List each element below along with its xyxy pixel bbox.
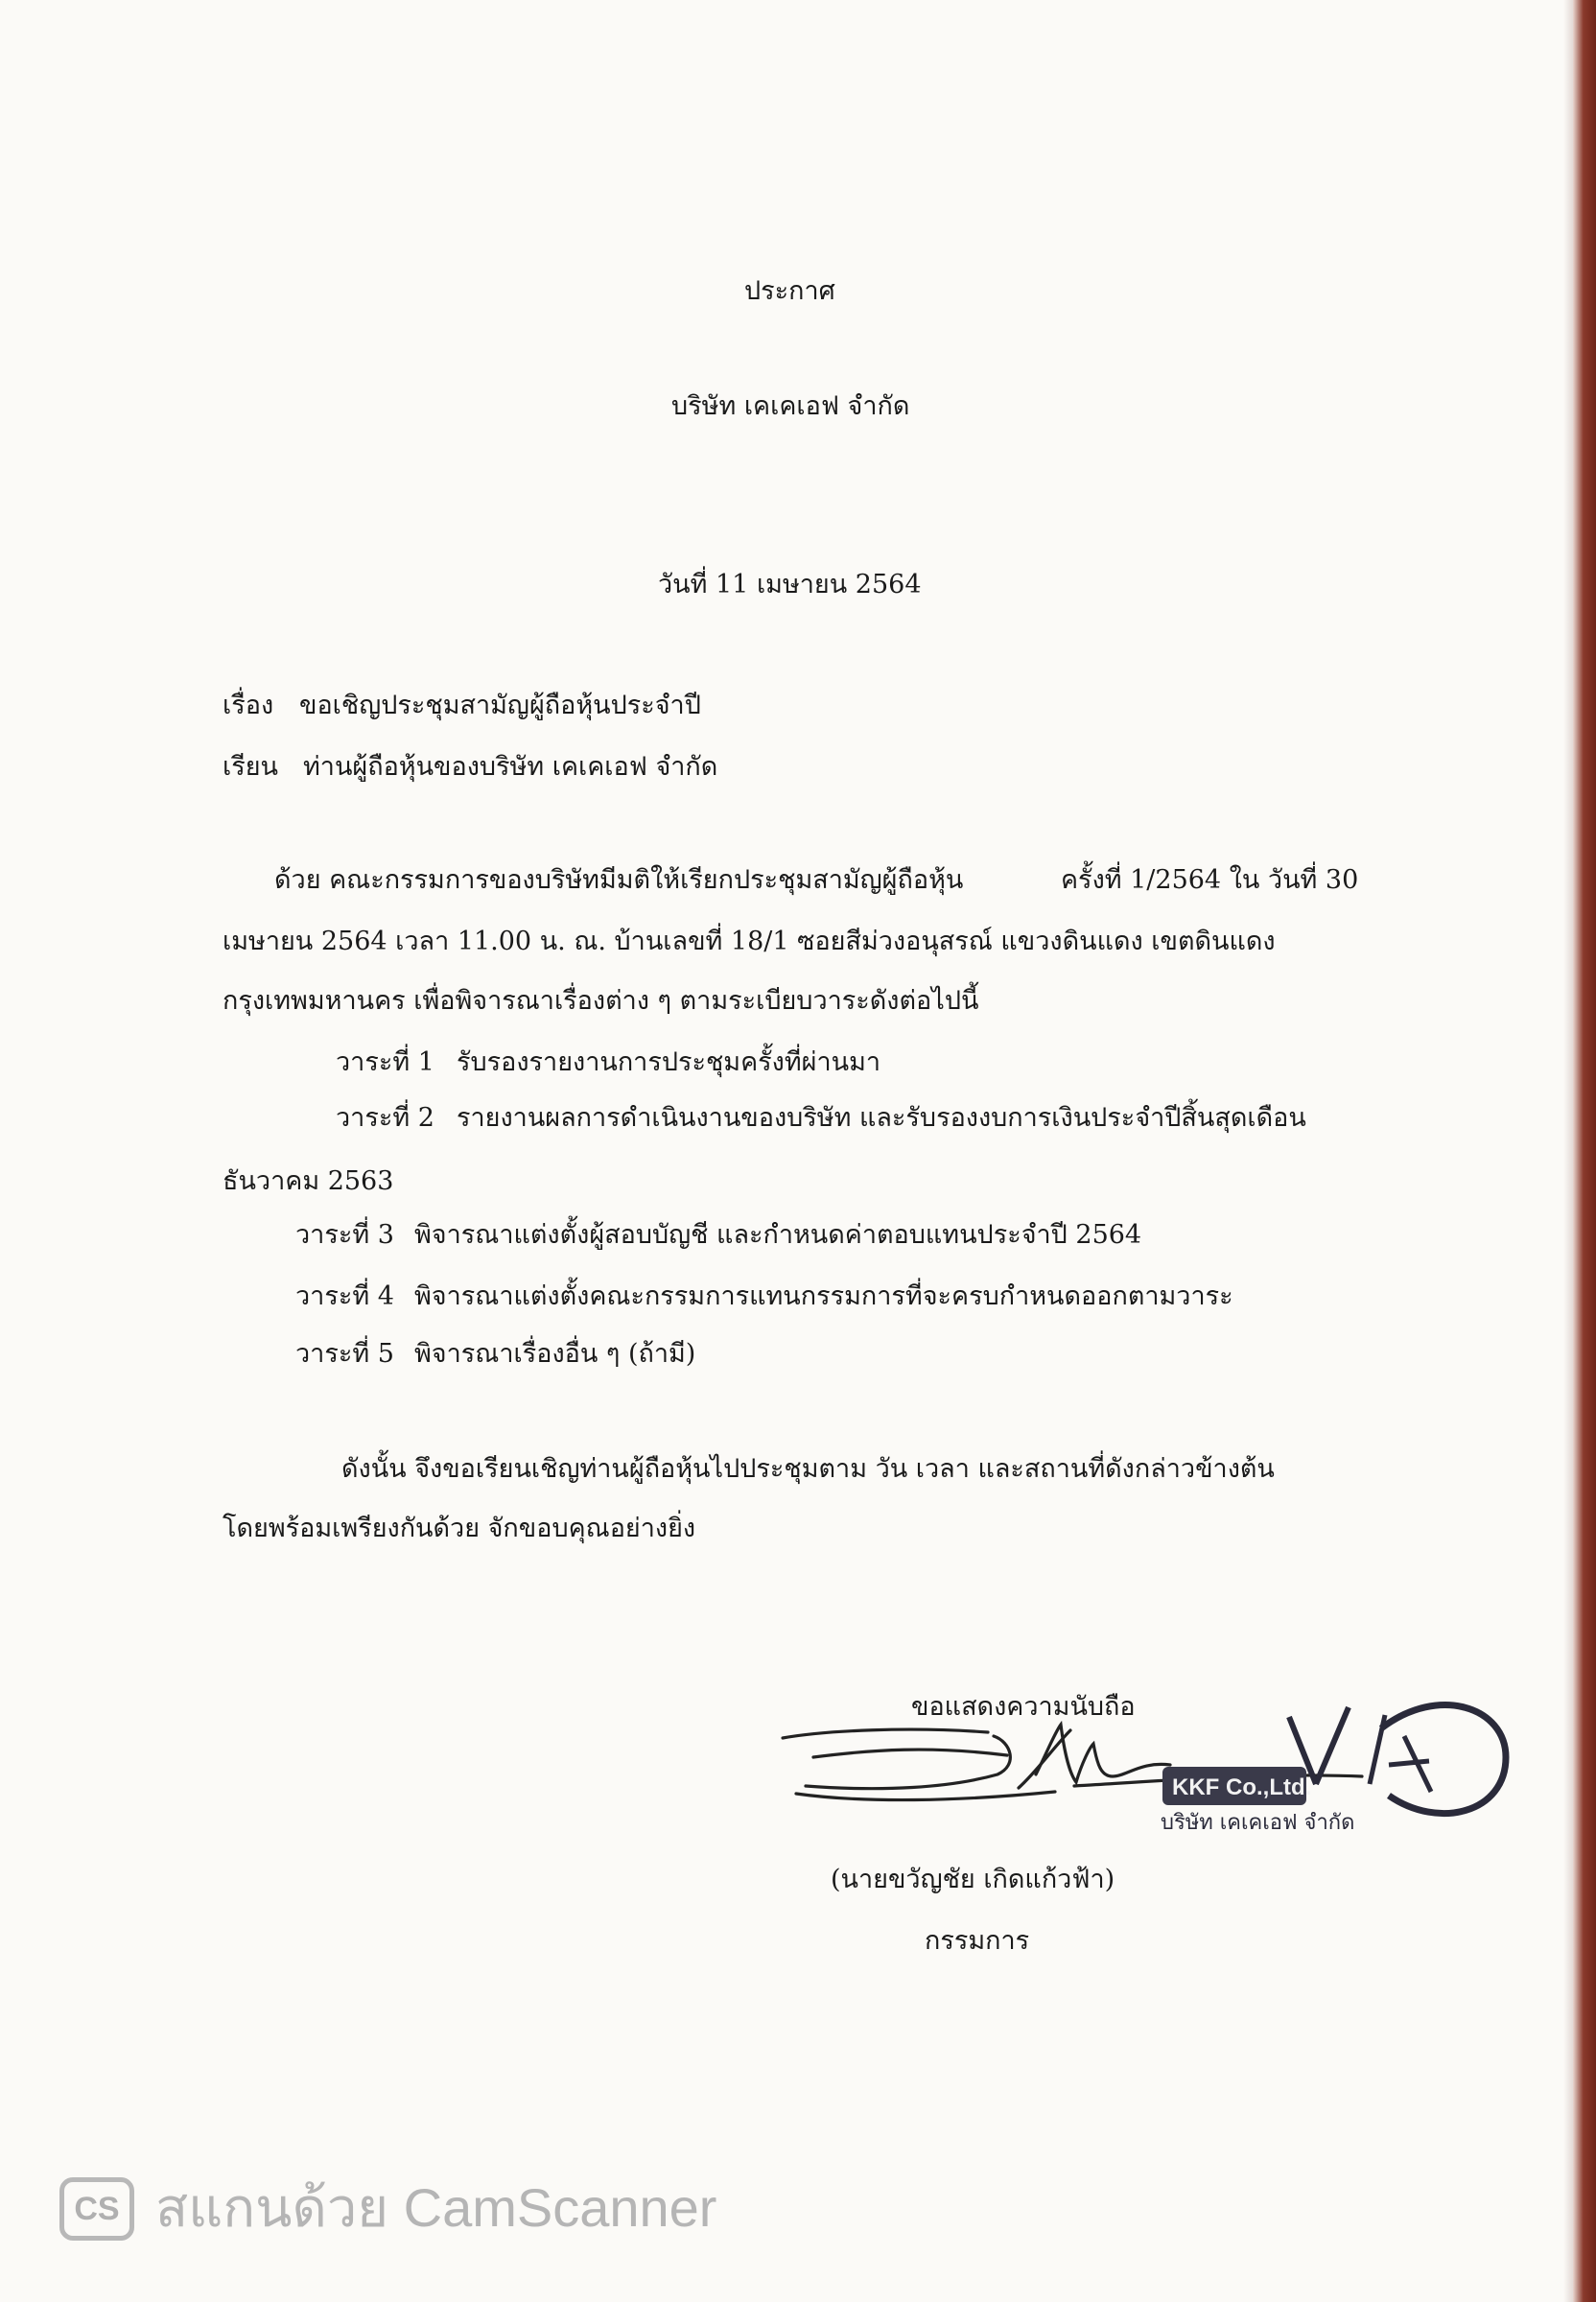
camscanner-logo-icon: CS [59,2177,134,2241]
agenda-text: รับรองรายงานการประชุมครั้งที่ผ่านมา [457,1047,881,1077]
to-text: ท่านผู้ถือหุ้นของบริษัท เคเคเอฟ จำกัด [303,752,718,782]
stamp-text-th: บริษัท เคเคเอฟ จำกัด [1161,1811,1355,1835]
agenda-label: วาระที่ 3 [295,1220,394,1250]
agenda-text: พิจารณาแต่งตั้งผู้สอบบัญชี และกำหนดค่าตอบแทนประจำปี 2564 [414,1220,1142,1250]
body-line: เมษายน 2564 เวลา 11.00 น. ณ. บ้านเลขที่ 18/1 ซอยสีม่วงอนุสรณ์ แขวงดินแดง เขตดินแดง [223,927,1276,956]
signatory-name: (นายขวัญชัย เกิดแก้วฟ้า) [831,1865,1115,1894]
body-line: กรุงเทพมหานคร เพื่อพิจารณาเรื่องต่าง ๆ ตามระเบียบวาระดังต่อไปนี้ [223,986,979,1016]
signature-and-stamp [767,1669,1515,1842]
body-line: ด้วย คณะกรรมการของบริษัทมีมติให้เรียกประชุมสามัญผู้ถือหุ้น [274,865,964,895]
closing-line: ดังนั้น จึงขอเรียนเชิญท่านผู้ถือหุ้นไปประชุมตาม วัน เวลา และสถานที่ดังกล่าวข้างต้น [341,1454,1275,1484]
announcement-heading: ประกาศ [744,276,835,306]
agenda-label: วาระที่ 1 [336,1047,434,1077]
page-edge [1573,0,1596,2302]
subject-text: ขอเชิญประชุมสามัญผู้ถือหุ้นประจำปี [299,691,701,720]
agenda-label: วาระที่ 2 [336,1103,434,1133]
camscanner-watermark: สแกนด้วย CamScanner [155,2177,717,2238]
agenda-continuation: ธันวาคม 2563 [223,1166,394,1196]
agenda-text: พิจารณาเรื่องอื่น ๆ (ถ้ามี) [414,1339,696,1369]
agenda-text: พิจารณาแต่งตั้งคณะกรรมการแทนกรรมการที่จะครบกำหนดออกตามวาระ [414,1281,1233,1311]
to-label: เรียน [223,752,279,782]
regards-text: ขอแสดงความนับถือ [911,1692,1136,1722]
agenda-text: รายงานผลการดำเนินงานของบริษัท และรับรองงบการเงินประจำปีสิ้นสุดเดือน [457,1103,1306,1133]
agenda-label: วาระที่ 5 [295,1339,394,1369]
agenda-label: วาระที่ 4 [295,1281,394,1311]
closing-line: โดยพร้อมเพรียงกันด้วย จักขอบคุณอย่างยิ่ง [223,1514,696,1543]
signatory-title: กรรมการ [925,1926,1030,1956]
subject-label: เรื่อง [223,691,274,720]
company-name: บริษัท เคเคเอฟ จำกัด [671,391,910,421]
stamp-text-en: KKF Co.,Ltd. [1172,1774,1312,1800]
body-line: ครั้งที่ 1/2564 ใน วันที่ 30 [1061,865,1359,895]
page-shadow [1563,0,1573,2302]
notice-date: วันที่ 11 เมษายน 2564 [658,570,922,599]
